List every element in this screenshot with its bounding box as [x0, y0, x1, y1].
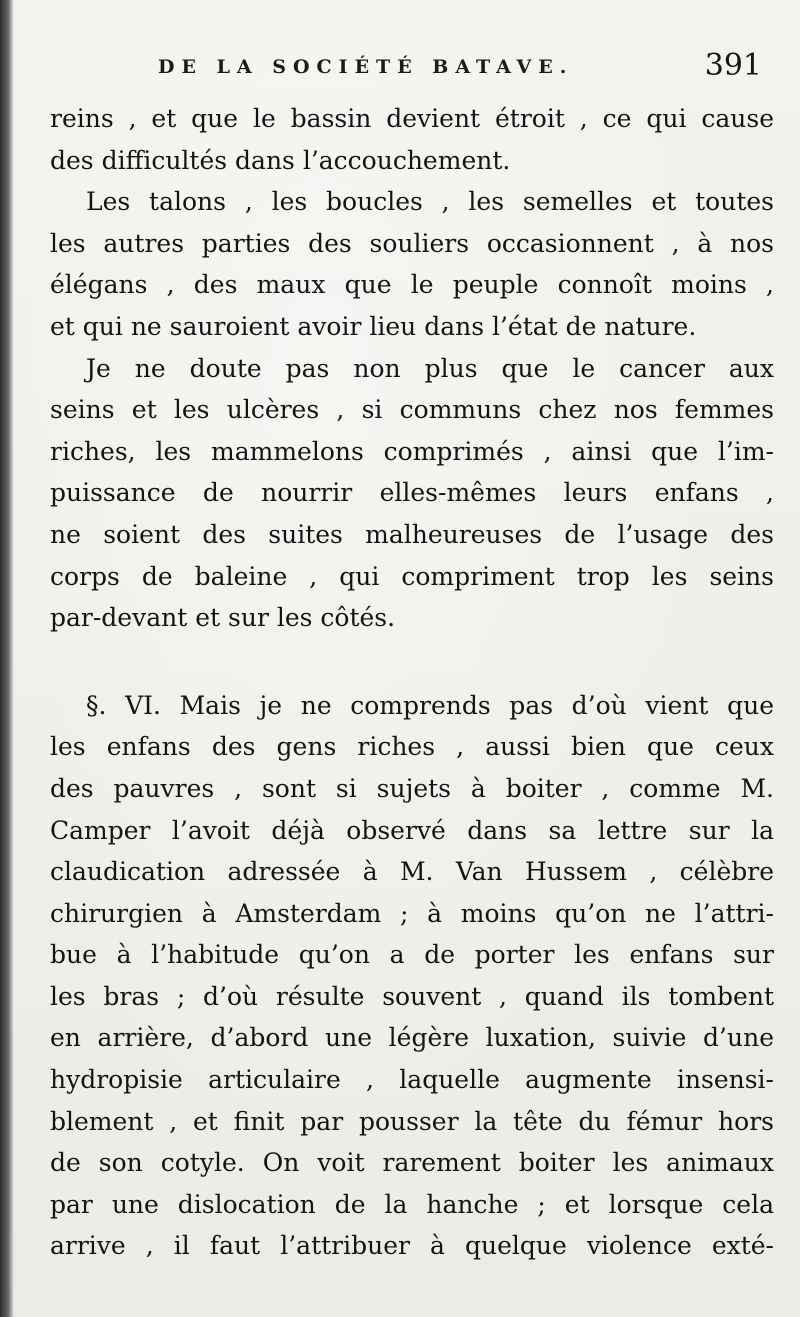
- text-line: en arrière, d’abord une légère luxation, suivie d’une: [50, 1023, 774, 1053]
- text-line: arrive , il faut l’attribuer à quelque violence exté-: [50, 1231, 774, 1261]
- text-line: de son cotyle. On voit rarement boiter les animaux: [50, 1148, 774, 1178]
- text-line: reins , et que le bassin devient étroit , ce qui cause: [50, 104, 774, 133]
- text-line: les bras ; d’où résulte souvent , quand ils tombent: [50, 981, 774, 1011]
- running-head: DE LA SOCIÉTÉ BATAVE.: [158, 56, 574, 78]
- text-line: riches, les mammelons comprimés , ainsi que l’im-: [50, 436, 774, 466]
- text-line: Les talons , les boucles , les semelles et toutes: [86, 187, 774, 217]
- text-line: ne soient des suites malheureuses de l’usage des: [50, 519, 774, 549]
- text-line: blement , et finit par pousser la tête du fémur hors: [50, 1106, 774, 1136]
- text-line: corps de baleine , qui compriment trop les seins: [50, 561, 774, 591]
- text-line: hydropisie articulaire , laquelle augmente insensi-: [50, 1065, 774, 1095]
- page-header: [150, 48, 770, 88]
- paragraph-section-vi: [50, 685, 774, 1267]
- text-line: des difficultés dans l’accouchement.: [50, 145, 511, 175]
- section-gap: [50, 639, 774, 685]
- page-spine-shadow: [0, 0, 14, 1317]
- text-line: chirurgien à Amsterdam ; à moins qu’on ne l’attri-: [50, 898, 774, 928]
- paragraph-continuation: [50, 98, 774, 181]
- text-line: bue à l’habitude qu’on a de porter les enfans sur: [50, 940, 774, 970]
- text-line: les enfans des gens riches , aussi bien que ceux: [50, 732, 774, 762]
- text-line: Je ne doute pas non plus que le cancer aux: [86, 353, 774, 383]
- text-line: les autres parties des souliers occasionnent , à nos: [50, 228, 774, 258]
- text-line: seins et les ulcères , si communs chez nos femmes: [50, 395, 774, 425]
- body-text: [50, 98, 774, 1267]
- text-line: §. VI. Mais je ne comprends pas d’où vient que: [86, 690, 774, 720]
- paragraph-talons: [50, 181, 774, 347]
- text-line: par une dislocation de la hanche ; et lorsque cela: [50, 1189, 774, 1219]
- text-line: élégans , des maux que le peuple connoît moins ,: [50, 270, 774, 300]
- text-line: Camper l’avoit déjà observé dans sa lettre sur la: [50, 815, 774, 845]
- text-line: par-devant et sur les côtés.: [50, 603, 396, 633]
- paragraph-cancer: [50, 348, 774, 639]
- text-line: puissance de nourrir elles-mêmes leurs enfans ,: [50, 478, 774, 508]
- text-line: et qui ne sauroient avoir lieu dans l’état de nature.: [50, 311, 697, 341]
- text-line: des pauvres , sont si sujets à boiter , comme M.: [50, 773, 774, 803]
- text-line: claudication adressée à M. Van Hussem , célèbre: [50, 857, 774, 887]
- page-number: 391: [704, 48, 762, 83]
